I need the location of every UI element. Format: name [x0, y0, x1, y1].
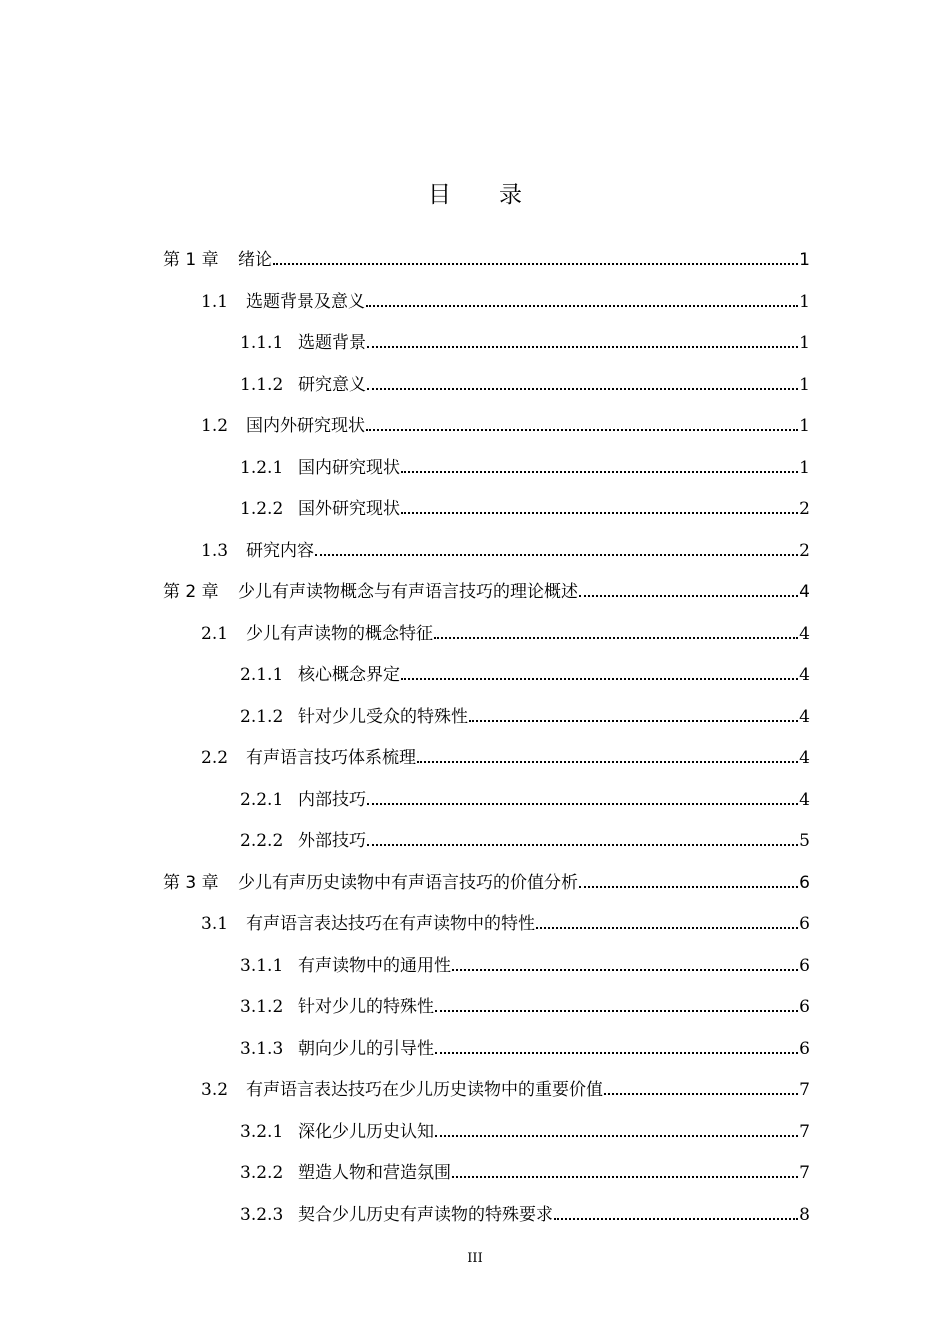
toc-entry[interactable]: [240, 697, 810, 727]
toc-leader-dots: [367, 346, 798, 348]
toc-leader-dots: [536, 927, 798, 929]
toc-entry[interactable]: [201, 406, 810, 436]
toc-leader-dots: [579, 595, 798, 597]
toc-leader-dots: [401, 471, 798, 473]
toc-leader-dots: [435, 1052, 798, 1054]
toc-entry-number: 第 3 章: [163, 872, 219, 893]
toc-entry-page: 4: [799, 748, 810, 768]
toc-entry-title: 外部技巧: [298, 831, 366, 851]
toc-leader-dots: [366, 429, 798, 431]
toc-leader-dots: [469, 720, 798, 722]
toc-leader-dots: [434, 637, 798, 639]
toc-entry-page: 6: [799, 872, 810, 893]
toc-entry[interactable]: [201, 738, 810, 768]
toc-leader-dots: [273, 263, 798, 265]
toc-entry[interactable]: [240, 821, 810, 851]
toc-entry-number: 3.1.1: [240, 955, 284, 976]
toc-entry-number: 2.2.1: [240, 789, 284, 810]
toc-entry-page: 1: [799, 250, 810, 270]
toc-entry[interactable]: [240, 780, 810, 810]
toc-leader-dots: [435, 1010, 798, 1012]
toc-entry-page: 5: [799, 831, 810, 851]
toc-entry-number: 第 1 章: [163, 250, 219, 270]
toc-entry-number: 1.2.2: [240, 499, 284, 519]
toc-entry[interactable]: [240, 946, 810, 976]
toc-entry-page: 6: [799, 955, 810, 976]
toc-entry-page: 7: [799, 1080, 810, 1100]
toc-entry-number: 3.2.2: [240, 1163, 284, 1183]
toc-entry[interactable]: [201, 614, 810, 644]
toc-entry-title: 塑造人物和营造氛围: [298, 1163, 451, 1183]
toc-entry-page: 6: [799, 997, 810, 1017]
toc-title: [0, 176, 950, 209]
toc-entry-title: 研究意义: [298, 374, 366, 395]
toc-entry-page: 8: [799, 1204, 810, 1225]
toc-entry[interactable]: [240, 1112, 810, 1142]
toc-leader-dots: [435, 1135, 798, 1137]
toc-entry[interactable]: [240, 655, 810, 685]
toc-leader-dots: [367, 844, 798, 846]
toc-entry[interactable]: [201, 904, 810, 934]
toc-entry-page: 1: [799, 291, 810, 312]
toc-entry-number: 2.2.2: [240, 831, 284, 851]
toc-entry-page: 4: [799, 623, 810, 644]
toc-leader-dots: [604, 1093, 798, 1095]
toc-entry-page: 4: [799, 582, 810, 602]
toc-leader-dots: [452, 1176, 798, 1178]
toc-entry-number: 2.1.1: [240, 665, 284, 685]
toc-entry-title: 少儿有声读物的概念特征: [246, 623, 433, 644]
toc-entry-number: 2.1: [201, 623, 229, 644]
toc-leader-dots: [367, 803, 798, 805]
toc-entry-title: 有声读物中的通用性: [298, 955, 451, 976]
toc-entry-page: 2: [799, 540, 810, 561]
toc-entry[interactable]: [163, 240, 810, 270]
toc-leader-dots: [401, 512, 798, 514]
toc-entry[interactable]: [240, 987, 810, 1017]
toc-entry[interactable]: [163, 863, 810, 893]
toc-entry-title: 深化少儿历史认知: [298, 1121, 434, 1142]
toc-entry-page: 7: [799, 1121, 810, 1142]
toc-entry-title: 有声语言技巧体系梳理: [246, 748, 416, 768]
toc-entry-number: 1.2: [201, 416, 229, 436]
toc-entry-title: 有声语言表达技巧在有声读物中的特性: [246, 914, 535, 934]
page-number: III: [467, 1251, 483, 1266]
toc-entry-title: 选题背景及意义: [246, 291, 365, 312]
toc-entry-number: 1.3: [201, 540, 229, 561]
toc-leader-dots: [366, 305, 798, 307]
toc-entry-number: 1.1.2: [240, 374, 284, 395]
toc-entry-title: 少儿有声读物概念与有声语言技巧的理论概述: [238, 582, 578, 602]
toc-entry[interactable]: [240, 1153, 810, 1183]
toc-entry-page: 7: [799, 1163, 810, 1183]
toc-entry-number: 1.1: [201, 291, 229, 312]
toc-entry-page: 4: [799, 665, 810, 685]
toc-entry-page: 1: [799, 457, 810, 478]
toc-entry[interactable]: [240, 1195, 810, 1225]
toc-entry-title: 选题背景: [298, 333, 366, 353]
toc-entry[interactable]: [240, 323, 810, 353]
toc-leader-dots: [417, 761, 798, 763]
toc-entry-title: 核心概念界定: [298, 665, 400, 685]
toc-entry-title: 研究内容: [246, 540, 314, 561]
toc-title-left: 目: [428, 182, 451, 208]
toc-entry-title: 国内研究现状: [298, 457, 400, 478]
toc-leader-dots: [452, 969, 798, 971]
toc-entry-page: 4: [799, 706, 810, 727]
toc-entry[interactable]: [240, 1029, 810, 1059]
toc-entry-number: 3.1.2: [240, 997, 284, 1017]
toc-entry-title: 朝向少儿的引导性: [298, 1038, 434, 1059]
toc-leader-dots: [315, 554, 798, 556]
toc-entry-title: 针对少儿的特殊性: [298, 997, 434, 1017]
toc-entry-number: 3.1: [201, 914, 229, 934]
toc-entry-title: 绪论: [238, 250, 272, 270]
toc-entry-title: 针对少儿受众的特殊性: [298, 706, 468, 727]
toc-entry-number: 3.2: [201, 1080, 229, 1100]
toc-entry-page: 4: [799, 789, 810, 810]
toc-leader-dots: [401, 678, 798, 680]
toc-leader-dots: [367, 388, 798, 390]
toc-entry[interactable]: [240, 448, 810, 478]
toc-entry[interactable]: [201, 1070, 810, 1100]
toc-entry-number: 第 2 章: [163, 582, 219, 602]
toc-title-right: 录: [499, 182, 522, 208]
toc-entry-title: 契合少儿历史有声读物的特殊要求: [298, 1204, 553, 1225]
toc-entry-page: 2: [799, 499, 810, 519]
toc-entry-number: 3.2.3: [240, 1204, 284, 1225]
toc-entry-page: 6: [799, 1038, 810, 1059]
toc-entry[interactable]: [201, 282, 810, 312]
toc-leader-dots: [554, 1218, 798, 1220]
toc-entry[interactable]: [240, 489, 810, 519]
toc-entry-number: 1.1.1: [240, 333, 284, 353]
toc-entry-title: 国内外研究现状: [246, 416, 365, 436]
toc-entry-page: 1: [799, 416, 810, 436]
toc-entry-number: 1.2.1: [240, 457, 284, 478]
toc-entry-page: 1: [799, 374, 810, 395]
toc-entry[interactable]: [163, 572, 810, 602]
toc-entry-title: 少儿有声历史读物中有声语言技巧的价值分析: [238, 872, 578, 893]
toc-leader-dots: [579, 886, 798, 888]
toc-entry[interactable]: [240, 365, 810, 395]
toc-entry-number: 3.2.1: [240, 1121, 284, 1142]
toc-entry-number: 2.1.2: [240, 706, 284, 727]
toc-entry-title: 有声语言表达技巧在少儿历史读物中的重要价值: [246, 1080, 603, 1100]
toc-entry-number: 3.1.3: [240, 1038, 284, 1059]
toc-entry-title: 国外研究现状: [298, 499, 400, 519]
toc-entry-page: 6: [799, 914, 810, 934]
toc-entry-title: 内部技巧: [298, 789, 366, 810]
toc-entry-number: 2.2: [201, 748, 229, 768]
toc-entry[interactable]: [201, 531, 810, 561]
toc-entry-page: 1: [799, 333, 810, 353]
